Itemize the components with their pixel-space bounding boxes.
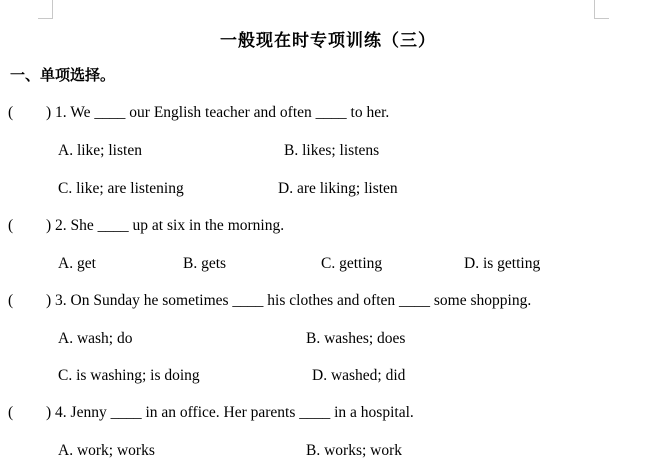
answer-paren-close: ) <box>46 104 52 121</box>
page-title: 一般现在时专项训练（三） <box>220 31 436 51</box>
answer-paren-close: ) <box>46 217 52 234</box>
question-2 <box>8 217 284 235</box>
page-corner-mark-left <box>38 0 53 19</box>
section-heading: 一、单项选择。 <box>10 66 116 84</box>
option-c: C. is washing; is doing <box>58 367 200 384</box>
option-c: C. getting <box>321 255 383 272</box>
question-stem: 3. On Sunday he sometimes ____ his clothes and often ____ some shopping. <box>55 292 532 309</box>
page-corner-mark-right <box>594 0 609 19</box>
question-stem: 1. We ____ our English teacher and often ____ to her. <box>55 104 390 121</box>
answer-paren-open: ( <box>8 104 14 121</box>
option-a: A. get <box>58 255 96 272</box>
question-stem: 4. Jenny ____ in an office. Her parents ____ in a hospital. <box>55 404 414 421</box>
answer-paren-close: ) <box>46 404 52 421</box>
option-a: A. like; listen <box>58 142 142 159</box>
answer-paren-close: ) <box>46 292 52 309</box>
option-a: A. work; works <box>58 442 155 459</box>
option-b: B. gets <box>183 255 227 272</box>
option-c: C. like; are listening <box>58 180 184 197</box>
option-d: D. are liking; listen <box>278 180 398 197</box>
answer-paren-open: ( <box>8 292 14 309</box>
option-a: A. wash; do <box>58 330 133 347</box>
option-b: B. washes; does <box>306 330 406 347</box>
option-d: D. washed; did <box>312 367 406 384</box>
option-b: B. works; work <box>306 442 403 459</box>
answer-paren-open: ( <box>8 404 14 421</box>
answer-paren-open: ( <box>8 217 14 234</box>
question-1 <box>8 104 389 122</box>
option-d: D. is getting <box>464 255 541 272</box>
question-3 <box>8 292 531 310</box>
question-4 <box>8 404 414 422</box>
question-stem: 2. She ____ up at six in the morning. <box>55 217 285 234</box>
option-b: B. likes; listens <box>284 142 380 159</box>
